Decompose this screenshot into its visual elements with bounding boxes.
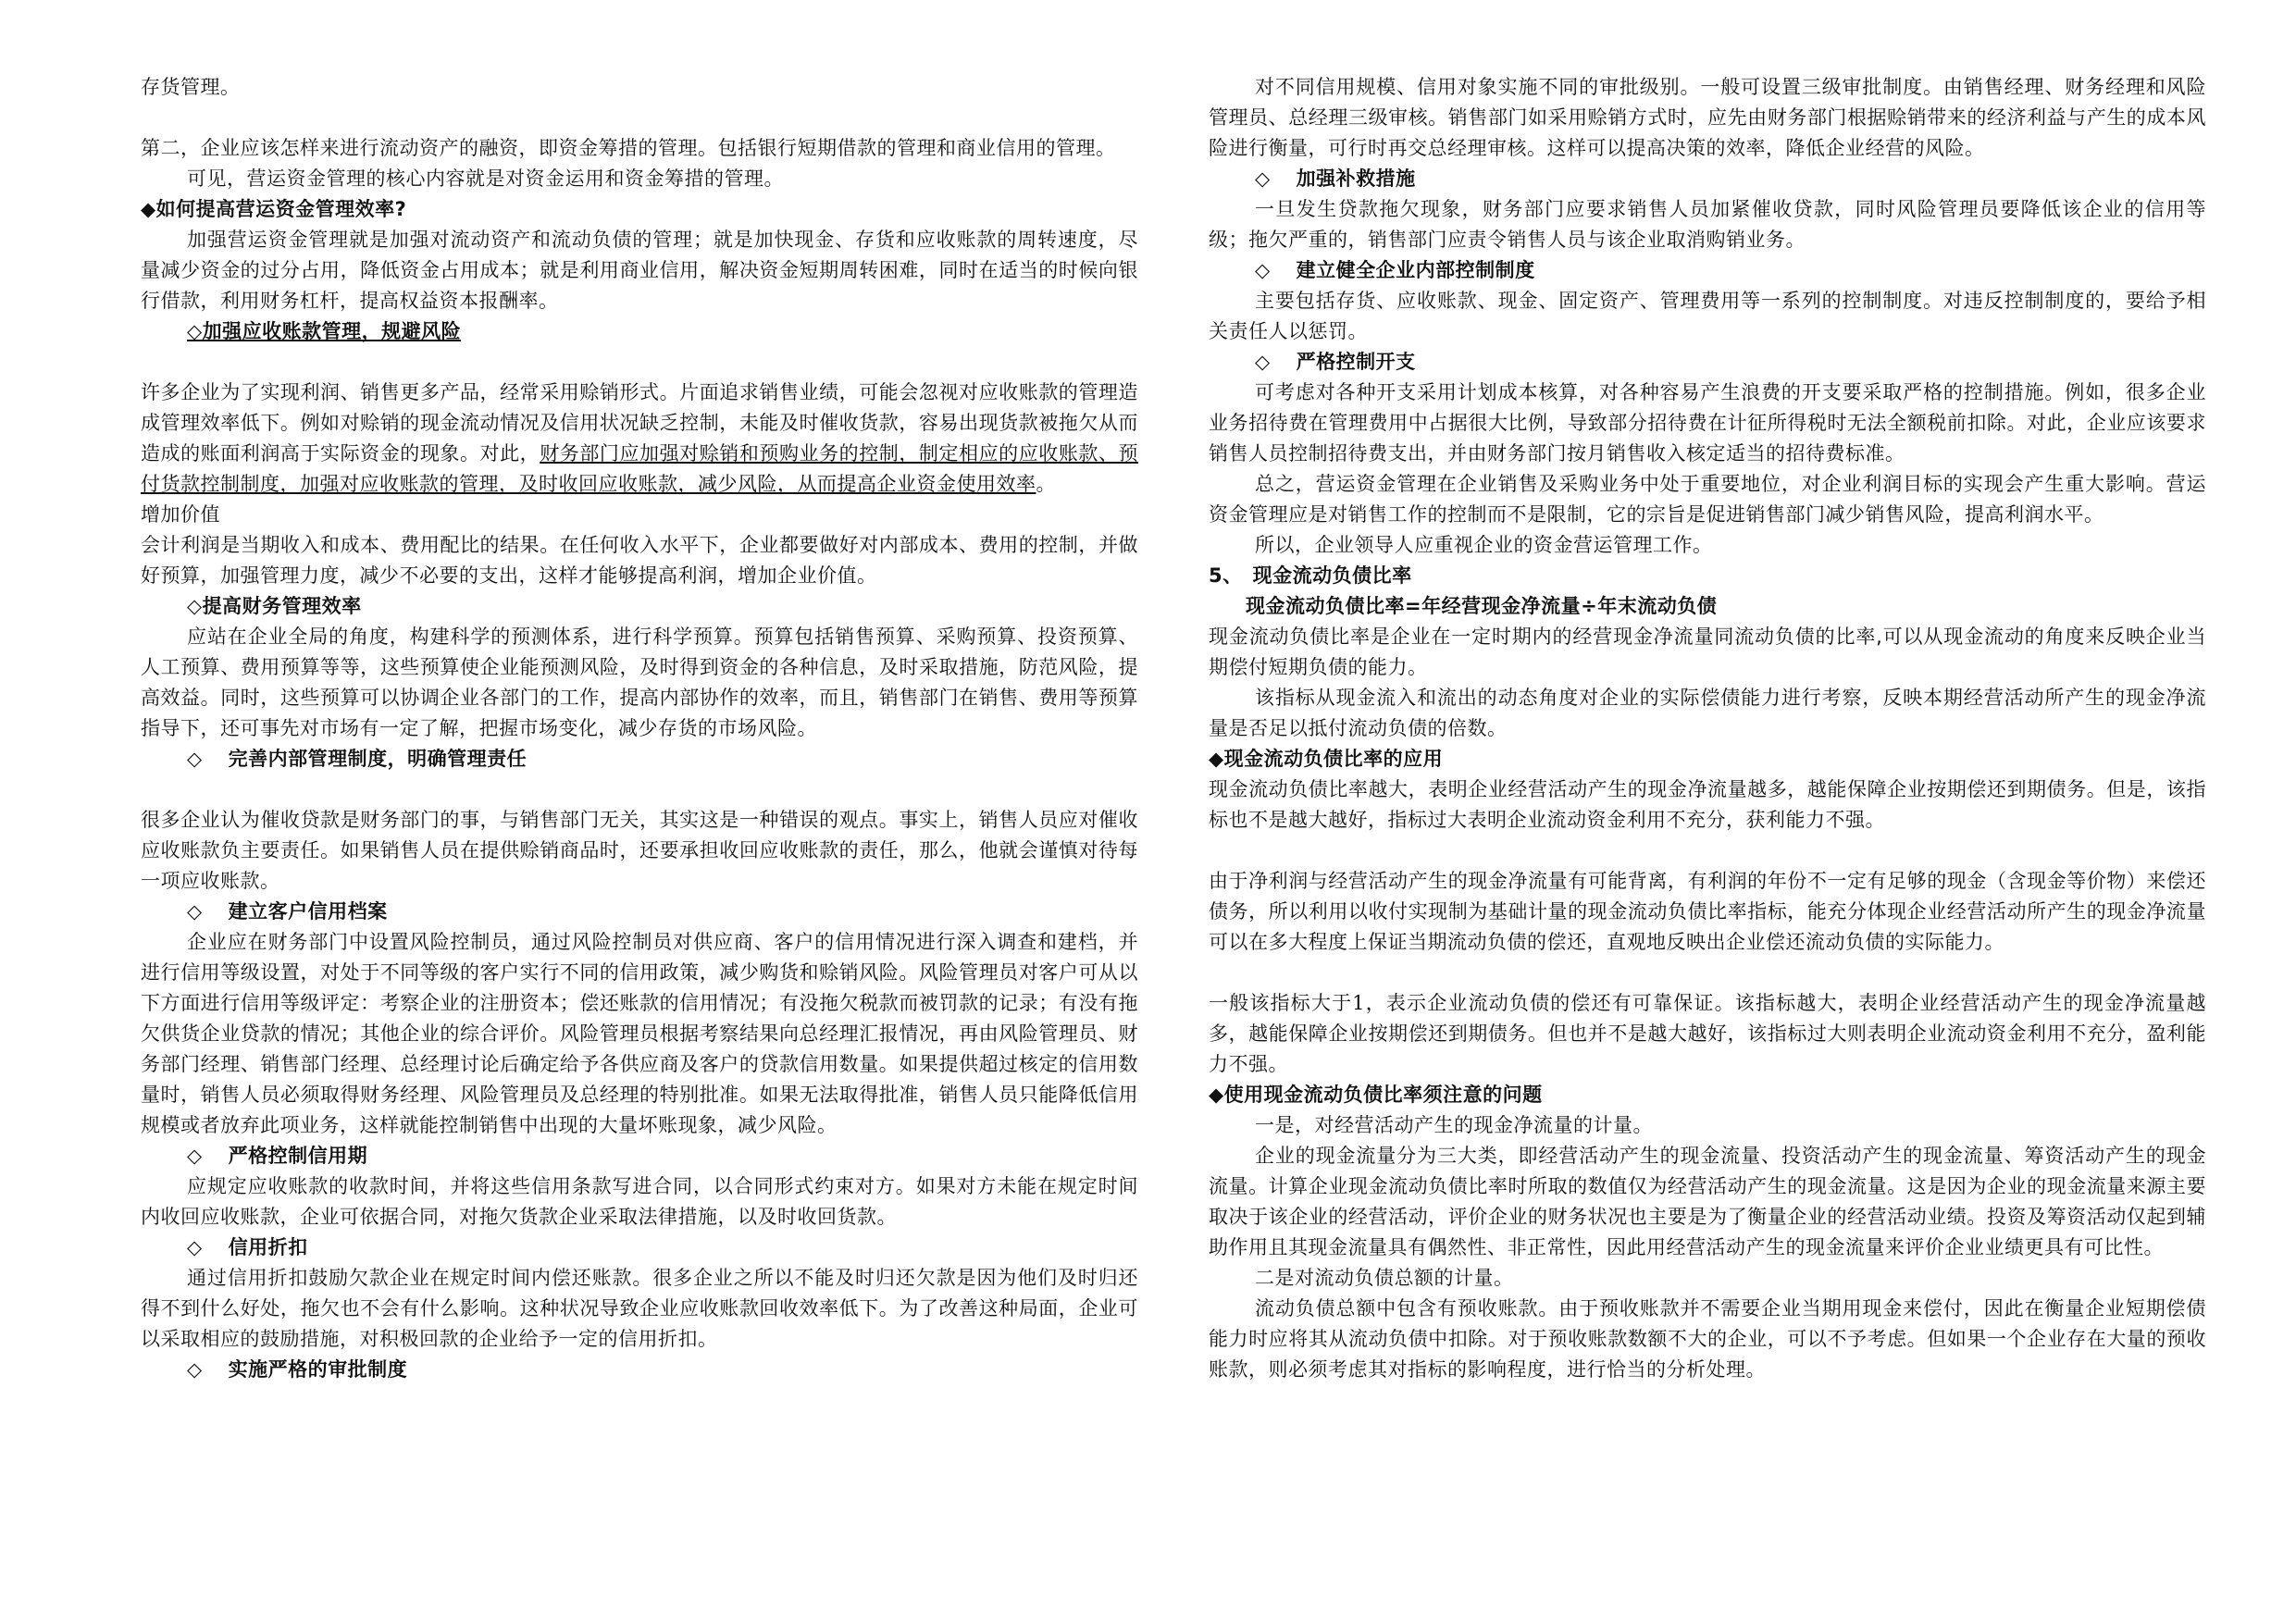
spacer (141, 347, 1138, 378)
paragraph: 现金流动负债比率越大，表明企业经营活动产生的现金净流量越多，越能保障企业按期偿还到期债务。但是，该指标也不是越大越好，指标过大表明企业流动资金利用不充分，获利能力不强。 (1209, 778, 2206, 831)
right-column (1209, 72, 2206, 1385)
diamond-icon: ◇ (187, 1145, 203, 1167)
paragraph: 一般该指标大于1，表示企业流动负债的偿还有可靠保证。该指标越大，表明企业经营活动产生的现金净流量越多，越能保障企业按期偿还到期债务。但也并不是越大越好，该指标过大则表明企业流动资金利用不充分，盈利能力不强。 (1209, 992, 2206, 1075)
section-heading: ◇加强应收账款管理，规避风险 (187, 320, 462, 342)
paragraph: 可见，营运资金管理的核心内容就是对资金运用和资金筹措的管理。 (187, 167, 784, 190)
paragraph: 二是对流动负债总额的计量。 (1255, 1267, 1514, 1289)
section-heading: 5、 现金流动负债比率 (1209, 564, 1412, 587)
section-heading (1209, 255, 2206, 286)
paragraph-text: 许多企业为了实现利润、销售更多产品，经常采用赊销形式。片面追求销售业绩，可能会忽视对应收账款的管理造成管理效率低下。例如对赊销的现金流动情况及信用状况缺乏控制，未能及时催收货款，容易出现货款被拖欠从而造成的账面利润高于实际资金的现象。对此， (141, 381, 1138, 465)
paragraph: 企业应在财务部门中设置风险控制员，通过风险控制员对供应商、客户的信用情况进行深入调查和建档，并进行信用等级设置，对处于不同等级的客户实行不同的信用政策，减少购货和赊销风险。风险管理员对客户可从以下方面进行信用等级评定：考察企业的注册资本；偿还账款的信用情况；有没拖欠税款而被罚款的记录；有没有拖欠供货企业贷款的情况；其他企业的综合评价。风险管理员根据考察结果向总经理汇报情况，再由风险管理员、财务部门经理、销售部门经理、总经理讨论后确定给予各供应商及客户的贷款信用数量。如果提供超过核定的信用数量时，销售人员必须取得财务经理、风险管理员及总经理的特别批准。如果无法取得批准，销售人员只能降低信用规模或者放弃此项业务，这样就能控制销售中出现的大量坏账现象，减少风险。 (141, 931, 1138, 1136)
paragraph: 流动负债总额中包含有预收账款。由于预收账款并不需要企业当期用现金来偿付，因此在衡量企业短期偿债能力时应将其从流动负债中扣除。对于预收账款数额不大的企业，可以不予考虑。但如果一个企业存在大量的预收账款，则必须考虑其对指标的影响程度，进行恰当的分析处理。 (1209, 1297, 2206, 1381)
diamond-icon: ◇ (187, 900, 203, 923)
paragraph: 会计利润是当期收入和成本、费用配比的结果。在任何收入水平下，企业都要做好对内部成本、费用的控制，并做好预算，加强管理力度，减少不必要的支出，这样才能够提高利润，增加企业价值。 (141, 534, 1138, 587)
heading-text: 信用折扣 (228, 1236, 308, 1258)
section-heading: ◆使用现金流动负债比率须注意的问题 (1209, 1084, 1543, 1106)
left-column (141, 72, 1138, 1385)
paragraph: 加强营运资金管理就是加强对流动资产和流动负债的管理；就是加快现金、存货和应收账款的周转速度，尽量减少资金的过分占用，降低资金占用成本；就是利用商业信用，解决资金短期周转困难，同时在适当的时候向银行借款，利用财务杠杆，提高权益资本报酬率。 (141, 229, 1138, 312)
formula-heading: 现金流动负债比率=年经营现金净流量÷年末流动负债 (1246, 595, 1718, 617)
paragraph: 现金流动负债比率是企业在一定时期内的经营现金净流量同流动负债的比率,可以从现金流动的角度来反映企业当期偿付短期负债的能力。 (1209, 626, 2206, 678)
spacer (1209, 836, 2206, 866)
heading-text: 严格控制开支 (1296, 351, 1416, 373)
paragraph: 企业的现金流量分为三大类，即经营活动产生的现金流量、投资活动产生的现金流量、筹资活动产生的现金流量。计算企业现金流动负债比率时所取的数值仅为经营活动产生的现金流量。这是因为企业的现金流量来源主要取决于该企业的经营活动，评价企业的财务状况也主要是为了衡量企业的经营活动业绩。投资及筹资活动仅起到辅助作用且其现金流量具有偶然性、非正常性，因此用经营活动产生的现金流量来评价企业业绩更具有可比性。 (1209, 1145, 2206, 1258)
heading-text: 建立客户信用档案 (228, 900, 388, 923)
paragraph: 应规定应收账款的收款时间，并将这些信用条款写进合同，以合同形式约束对方。如果对方未能在规定时间内收回应收账款，企业可依据合同，对拖欠货款企业采取法律措施，以及时收回货款。 (141, 1175, 1138, 1228)
paragraph: 很多企业认为催收贷款是财务部门的事，与销售部门无关，其实这是一种错误的观点。事实上，销售人员应对催收应收账款负主要责任。如果销售人员在提供赊销商品时，还要承担收回应收账款的责任，那么，他就会谨慎对待每一项应收账款。 (141, 809, 1138, 892)
section-heading (1209, 164, 2206, 194)
paragraph: 一是，对经营活动产生的现金净流量的计量。 (1255, 1114, 1653, 1136)
section-heading: ◆现金流动负债比率的应用 (1209, 748, 1444, 770)
spacer (141, 103, 1138, 133)
paragraph-text: 。 (1036, 473, 1056, 495)
paragraph: 对不同信用规模、信用对象实施不同的审批级别。一般可设置三级审批制度。由销售经理、财务经理和风险管理员、总经理三级审核。销售部门如采用赊销方式时，应先由财务部门根据赊销带来的经济利益与产生的成本风险进行衡量，可行时再交总经理审核。这样可以提高决策的效率，降低企业经营的风险。 (1209, 76, 2206, 159)
paragraph: 存货管理。 (141, 76, 241, 98)
section-heading (1209, 347, 2206, 378)
section-heading: ◆如何提高营运资金管理效率? (141, 198, 407, 220)
heading-text: 加强补救措施 (1296, 167, 1416, 190)
section-heading: ◇提高财务管理效率 (187, 595, 362, 617)
underlined-text: 财务部门应加强对赊销和预购业务的控制，制定相应的应收账款、预付货款控制制度，加强对应收账款的管理，及时收回应收账款，减少风险，从而提高企业资金使用效率 (141, 442, 1139, 495)
paragraph: 一旦发生贷款拖欠现象，财务部门应要求销售人员加紧催收贷款，同时风险管理员要降低该企业的信用等级；拖欠严重的，销售部门应责令销售人员与该企业取消购销业务。 (1209, 198, 2206, 251)
paragraph: 由于净利润与经营活动产生的现金净流量有可能背离，有利润的年份不一定有足够的现金（含现金等价物）来偿还债务，所以利用以收付实现制为基础计量的现金流动负债比率指标，能充分体现企业经营活动所产生的现金净流量可以在多大程度上保证当期流动负债的偿还，直观地反映出企业偿还流动负债的实际能力。 (1209, 870, 2206, 953)
paragraph: 可考虑对各种开支采用计划成本核算，对各种容易产生浪费的开支要采取严格的控制措施。例如，很多企业业务招待费在管理费用中占据很大比例，导致部分招待费在计征所得税时无法全额税前扣除。对此，企业应该要求销售人员控制招待费支出，并由财务部门按月销售收入核定适当的招待费标准。 (1209, 381, 2206, 465)
diamond-icon: ◇ (1255, 167, 1271, 190)
spacer (141, 774, 1138, 805)
diamond-icon: ◇ (1255, 259, 1271, 281)
paragraph (141, 378, 1138, 500)
heading-text: 严格控制信用期 (228, 1145, 368, 1167)
section-heading (141, 744, 1138, 774)
paragraph: 总之，营运资金管理在企业销售及采购业务中处于重要地位，对企业利润目标的实现会产生重大影响。营运资金管理应是对销售工作的控制而不是限制，它的宗旨是促进销售部门减少销售风险，提高利润水平。 (1209, 473, 2206, 526)
diamond-icon: ◇ (187, 1358, 203, 1381)
heading-text: 实施严格的审批制度 (228, 1358, 408, 1381)
heading-text: 完善内部管理制度，明确管理责任 (228, 748, 527, 770)
heading-text: 建立健全企业内部控制制度 (1296, 259, 1535, 281)
paragraph: 应站在企业全局的角度，构建科学的预测体系，进行科学预算。预算包括销售预算、采购预算、投资预算、人工预算、费用预算等等，这些预算使企业能预测风险，及时得到资金的各种信息，及时采取措施，防范风险，提高效益。同时，这些预算可以协调企业各部门的工作，提高内部协作的效率，而且，销售部门在销售、费用等预算指导下，还可事先对市场有一定了解，把握市场变化，减少存货的市场风险。 (141, 626, 1138, 739)
section-heading (141, 1233, 1138, 1263)
diamond-icon: ◇ (187, 1236, 203, 1258)
paragraph: 所以，企业领导人应重视企业的资金营运管理工作。 (1255, 534, 1713, 556)
section-heading (141, 1141, 1138, 1171)
section-heading (141, 897, 1138, 927)
diamond-icon: ◇ (1255, 351, 1271, 373)
paragraph: 增加价值 (141, 503, 220, 526)
paragraph: 该指标从现金流入和流出的动态角度对企业的实际偿债能力进行考察，反映本期经营活动所产生的现金净流量是否足以抵付流动负债的倍数。 (1209, 687, 2206, 739)
diamond-icon: ◇ (187, 748, 203, 770)
spacer (1209, 958, 2206, 988)
section-heading (141, 1355, 1138, 1385)
paragraph: 通过信用折扣鼓励欠款企业在规定时间内偿还账款。很多企业之所以不能及时归还欠款是因为他们及时归还得不到什么好处，拖欠也不会有什么影响。这种状况导致企业应收账款回收效率低下。为了改善这种局面，企业可以采取相应的鼓励措施，对积极回款的企业给予一定的信用折扣。 (141, 1267, 1138, 1350)
paragraph: 主要包括存货、应收账款、现金、固定资产、管理费用等一系列的控制制度。对违反控制制度的，要给予相关责任人以惩罚。 (1209, 290, 2206, 342)
paragraph: 第二，企业应该怎样来进行流动资产的融资，即资金筹措的管理。包括银行短期借款的管理和商业信用的管理。 (141, 137, 1116, 159)
